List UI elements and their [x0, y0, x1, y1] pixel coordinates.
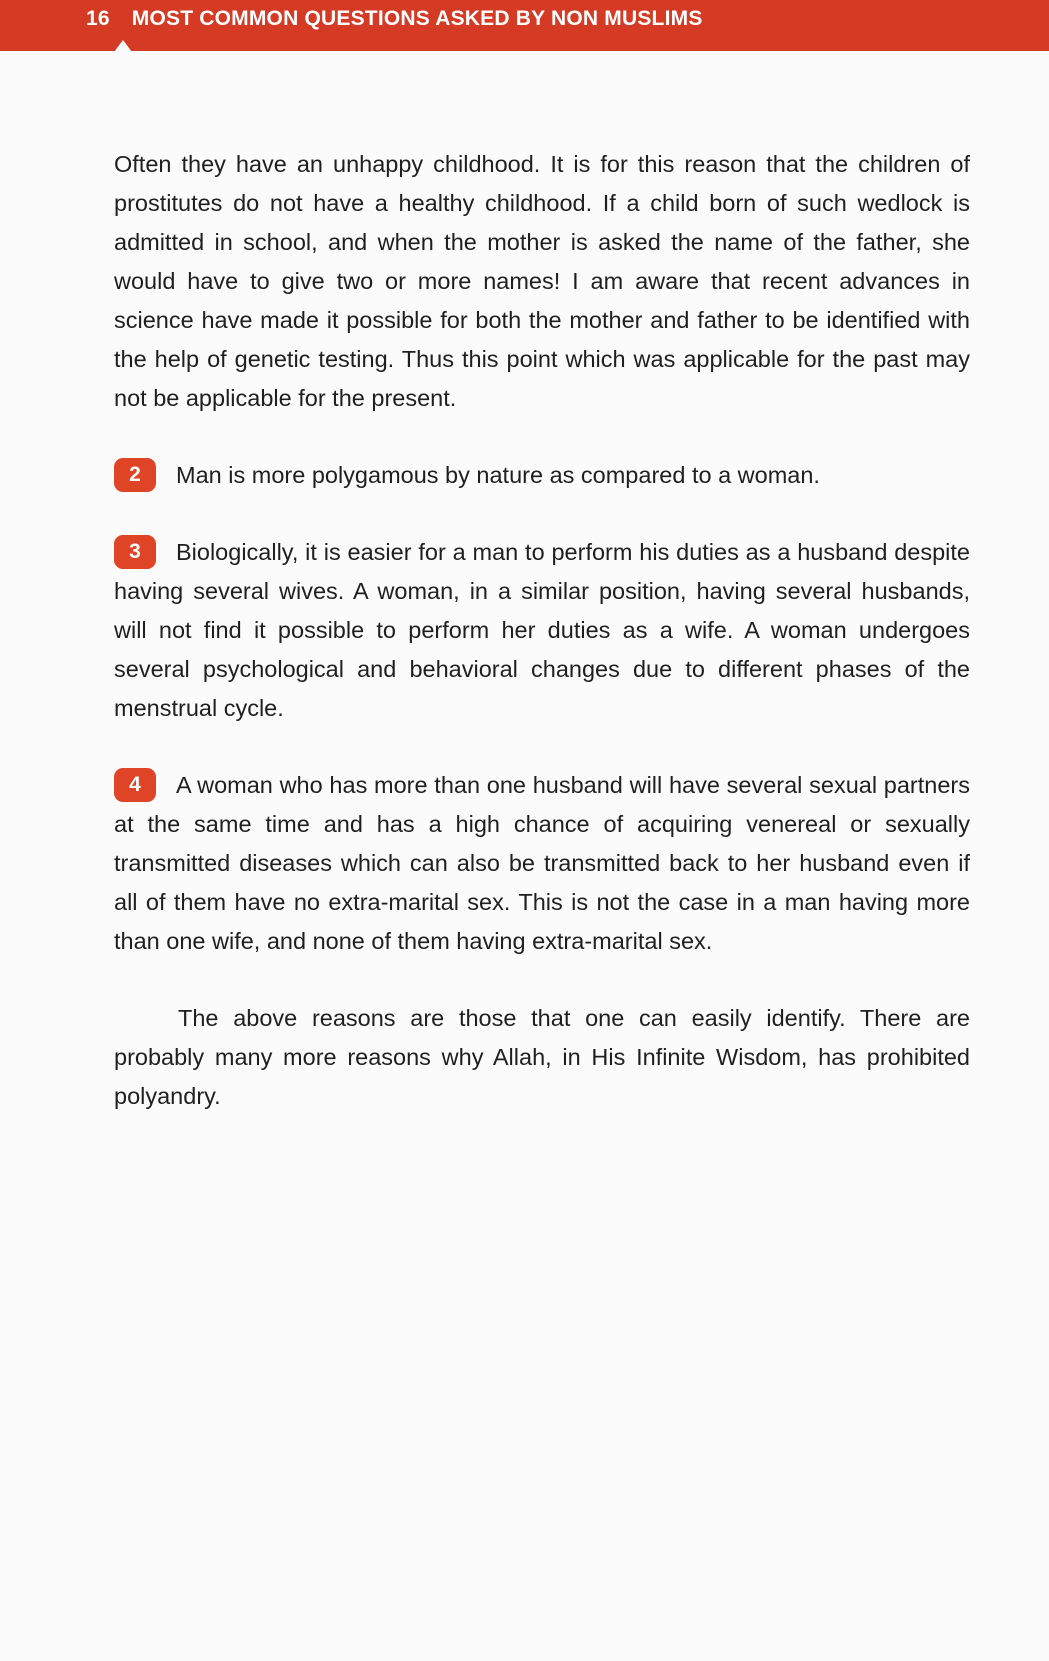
running-header [86, 4, 703, 34]
page-body [114, 145, 970, 1116]
point-text: A woman who has more than one husband will have several sexual partners at the same time and has a high chance of acquiring venereal or sexually transmitted diseases which can also be transmitted back to her husband even if all of them have no extra-marital sex. This is not the case in a man having more than one wife, and none of them having extra-marital sex. [114, 772, 970, 954]
list-item-point-2 [114, 456, 970, 495]
header-notch-decoration [114, 40, 132, 52]
list-item-point-4 [114, 766, 970, 961]
book-title: MOST COMMON QUESTIONS ASKED BY NON MUSLIMS [131, 7, 703, 30]
page-number: 16 [86, 7, 110, 30]
point-number-badge: 4 [114, 768, 156, 802]
point-text: Biologically, it is easier for a man to perform his duties as a husband despite having several wives. A woman, in a similar position, having several husbands, will not find it possible to perform her duties as a wife. A woman undergoes several psychological and behavioral changes due to different phases of the menstrual cycle. [114, 539, 970, 721]
point-number-badge: 3 [114, 535, 156, 569]
point-text: Man is more polygamous by nature as compared to a woman. [176, 462, 820, 488]
intro-paragraph: Often they have an unhappy childhood. It is for this reason that the children of prostitutes do not have a healthy childhood. If a child born of such wedlock is admitted in school, and when the mother is asked the name of the father, she would have to give two or more names! I am aware that recent advances in science have made it possible for both the mother and father to be identified with the help of genetic testing. Thus this point which was applicable for the past may not be applicable for the present. [114, 151, 970, 411]
point-number-badge: 2 [114, 458, 156, 492]
page-header-bar [0, 0, 1049, 51]
list-item-point-3 [114, 533, 970, 728]
conclusion-paragraph: The above reasons are those that one can easily identify. There are probably many more reasons why Allah, in His Infinite Wisdom, has prohibited polyandry. [114, 1005, 970, 1109]
